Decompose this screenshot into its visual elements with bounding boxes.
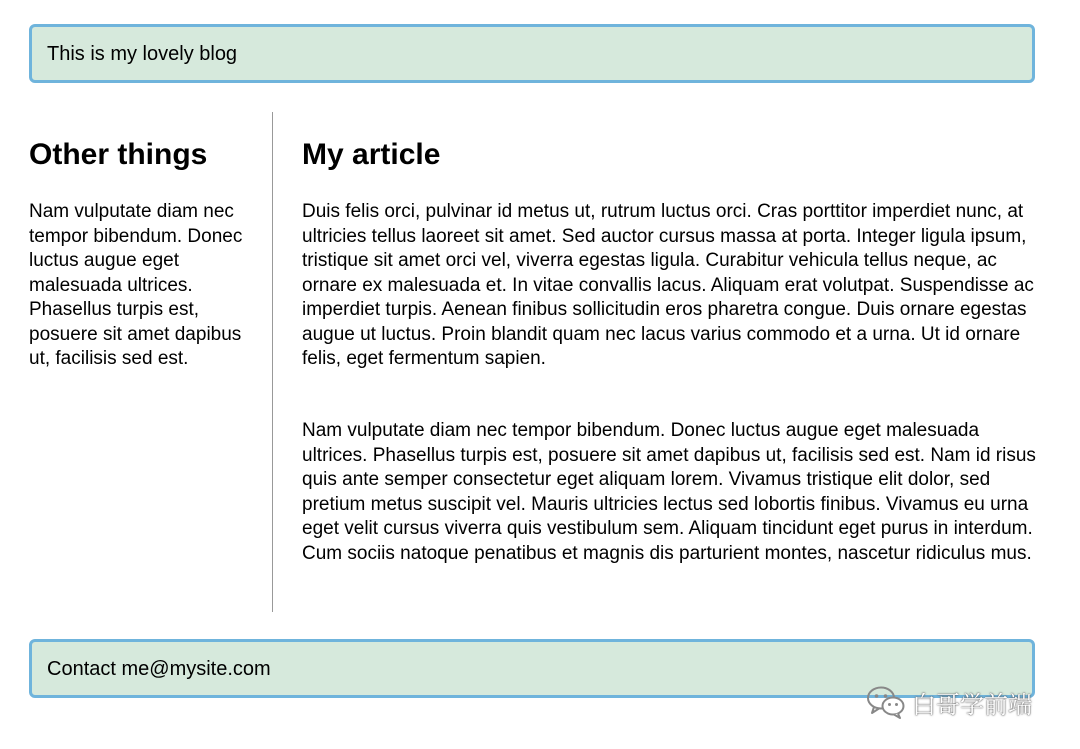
- article: [302, 112, 1042, 612]
- header-banner: [29, 24, 1035, 83]
- article-heading: My article: [302, 138, 441, 171]
- site-title: This is my lovely blog: [47, 42, 238, 65]
- wechat-icon: [866, 685, 906, 719]
- watermark-text: 白哥学前端: [912, 690, 1032, 719]
- watermark: [866, 682, 1032, 722]
- footer-contact: Contact me@mysite.com: [47, 657, 271, 680]
- sidebar: [29, 112, 273, 612]
- article-paragraph: Duis felis orci, pulvinar id metus ut, rutrum luctus orci. Cras porttitor imperdiet nunc, at ultricies tellus laoreet sit amet. Sed auctor cursus massa at porta. Integer ligula ipsum, tristique sit amet orci vel, viverra egestas ligula. Curabitur vehicula tellus neque, ac ornare ex malesuada et. In vitae convallis lacus. Aliquam erat volutpat. Suspendisse ac imperdiet turpis. Aenean finibus sollicitudin eros pharetra congue. Duis ornare egestas augue ut luctus. Proin blandit quam nec lacus varius commodo et a urna. Ut id ornare felis, eget fermentum sapien.: [302, 201, 1034, 369]
- sidebar-text: Nam vulputate diam nec tempor bibendum. Donec luctus augue eget malesuada ultrices. Phasellus turpis est, posuere sit amet dapibus ut, facilisis sed est.: [29, 201, 243, 369]
- sidebar-heading: Other things: [29, 138, 208, 171]
- article-paragraph: Nam vulputate diam nec tempor bibendum. Donec luctus augue eget malesuada ultrices. Phasellus turpis est, posuere sit amet dapibus ut, facilisis sed est. Nam id risus quis ante semper consectetur eget aliquam lorem. Vivamus tristique elit dolor, sed pretium metus suscipit vel. Mauris ultricies lectus sed lobortis finibus. Vivamus eu urna eget velit cursus viverra quis vestibulum sem. Aliquam tincidunt eget purus in interdum. Cum sociis natoque penatibus et magnis dis parturient montes, nascetur ridiculus mus.: [302, 420, 1036, 564]
